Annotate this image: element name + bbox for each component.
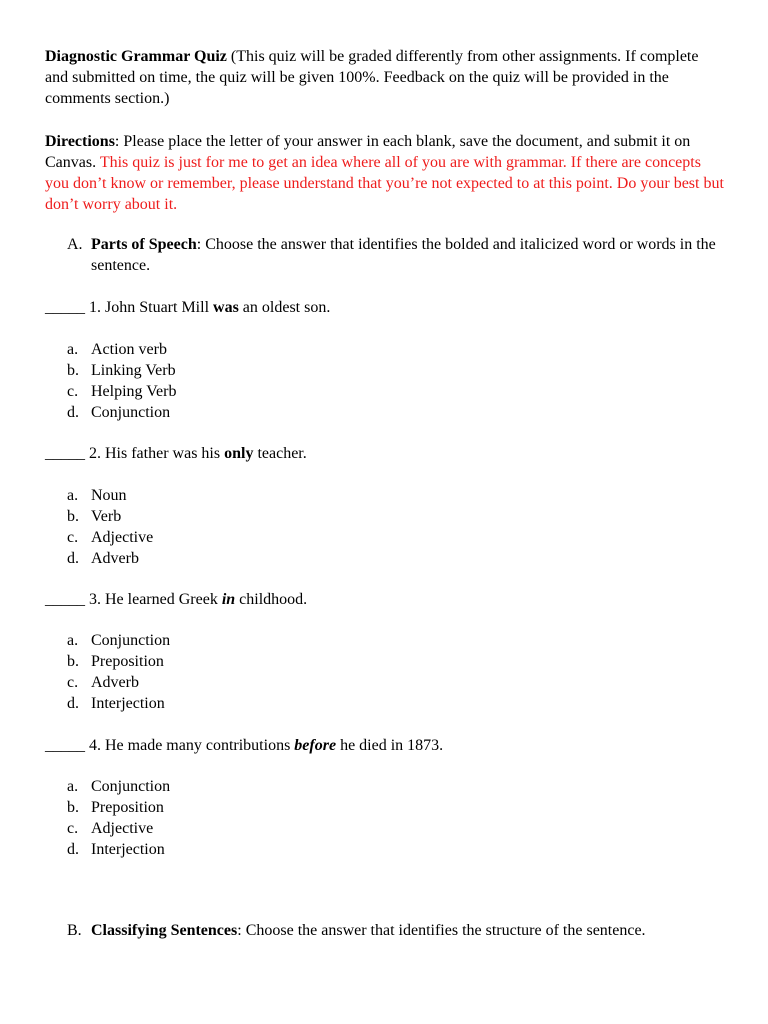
question-number: 3. [89,591,101,608]
question-text-before: John Stuart Mill [105,299,210,316]
option-item [67,797,367,818]
answer-blank-1[interactable]: _____ [45,299,85,316]
question-1-options [67,339,367,423]
option-text: Adjective [91,529,154,546]
question-highlight: only [224,445,254,462]
option-item [67,381,367,402]
section-a-title: Parts of Speech [91,236,197,253]
quiz-title: Diagnostic Grammar Quiz [45,48,227,65]
directions-note: This quiz is just for me to get an idea where all of you are with grammar. If there are concepts you don’t know or remember, please understand that you’re not expected to at this point. Do your best but don’t worry about it. [45,154,724,213]
question-text-before: His father was his [105,445,221,462]
option-text: Adjective [91,820,154,837]
option-item [67,485,367,506]
option-letter: c. [67,529,79,546]
option-text: Adverb [91,674,139,691]
answer-blank-2[interactable]: _____ [45,445,85,462]
option-item [67,672,367,693]
option-letter: a. [67,341,79,358]
option-item [67,527,367,548]
option-item [67,818,367,839]
option-item [67,630,367,651]
option-item [67,360,367,381]
option-letter: b. [67,653,79,670]
option-text: Conjunction [91,404,171,421]
option-letter: d. [67,841,79,858]
option-text: Linking Verb [91,362,176,379]
intro-text: (This quiz will be graded differently from other assignments. If complete and submitted on time, the quiz will be given 100%. Feedback on the quiz will be provided in the comments section.) [45,48,699,107]
option-letter: d. [67,550,79,567]
option-letter: c. [67,674,79,691]
option-text: Conjunction [91,778,171,795]
question-highlight: was [213,299,239,316]
answer-blank-4[interactable]: _____ [45,737,85,754]
option-text: Interjection [91,695,165,712]
question-2-options [67,485,367,569]
section-a-letter: A. [67,236,83,253]
directions-text: Please place the letter of your answer in each blank, save the document, and submit it on Canvas. [45,133,691,171]
option-letter: b. [67,362,79,379]
option-text: Preposition [91,653,164,670]
section-b-title: Classifying Sentences [91,922,238,939]
question-3-options [67,630,367,714]
question-text-after: he died in 1873. [340,737,444,754]
option-item [67,693,367,714]
option-letter: d. [67,404,79,421]
question-text-after: teacher. [257,445,307,462]
question-number: 1. [89,299,101,316]
option-letter: a. [67,778,79,795]
intro-paragraph [45,46,725,109]
question-text-after: childhood. [239,591,308,608]
question-2 [45,443,725,464]
question-3 [45,589,725,610]
directions-paragraph: Directions: Please place the letter of your answer in each blank, save the document, and submit it on Canvas. This quiz is just for me to get an idea where all of you are with grammar. If there are concepts you don’t know or remember, please understand that you’re not expected to at this point. Do your best but don’t worry about it. [45,133,724,213]
question-text-before: He made many contributions [105,737,291,754]
option-item [67,506,367,527]
option-letter: a. [67,487,79,504]
option-text: Noun [91,487,127,504]
option-text: Conjunction [91,632,171,649]
option-letter: c. [67,820,79,837]
option-text: Verb [91,508,122,525]
option-item [67,402,367,423]
question-4 [45,735,725,756]
question-highlight: before [294,737,337,754]
option-text: Interjection [91,841,165,858]
question-number: 2. [89,445,101,462]
option-item [67,651,367,672]
section-a-text: Choose the answer that identifies the bolded and italicized word or words in the sentence. [91,236,716,274]
section-b-heading: B. Classifying Sentences: Choose the answer that identifies the structure of the sentence. [67,922,646,939]
option-letter: d. [67,695,79,712]
question-text-after: an oldest son. [242,299,331,316]
option-letter: b. [67,508,79,525]
question-1 [45,297,725,318]
option-text: Preposition [91,799,164,816]
question-highlight: in [221,591,236,608]
section-b-letter: B. [67,922,82,939]
option-letter: b. [67,799,79,816]
option-item [67,776,367,797]
option-letter: a. [67,632,79,649]
option-item [67,839,367,860]
option-item [67,339,367,360]
option-letter: c. [67,383,79,400]
directions-label: Directions [45,133,115,150]
question-number: 4. [89,737,101,754]
section-b-text: Choose the answer that identifies the structure of the sentence. [245,922,646,939]
option-text: Helping Verb [91,383,177,400]
option-text: Action verb [91,341,167,358]
section-a-heading: A. Parts of Speech: Choose the answer that identifies the bolded and italicized word or words in the sentence. [67,236,716,274]
question-text-before: He learned Greek [105,591,218,608]
answer-blank-3[interactable]: _____ [45,591,85,608]
question-4-options [67,776,367,860]
option-item [67,548,367,569]
option-text: Adverb [91,550,139,567]
